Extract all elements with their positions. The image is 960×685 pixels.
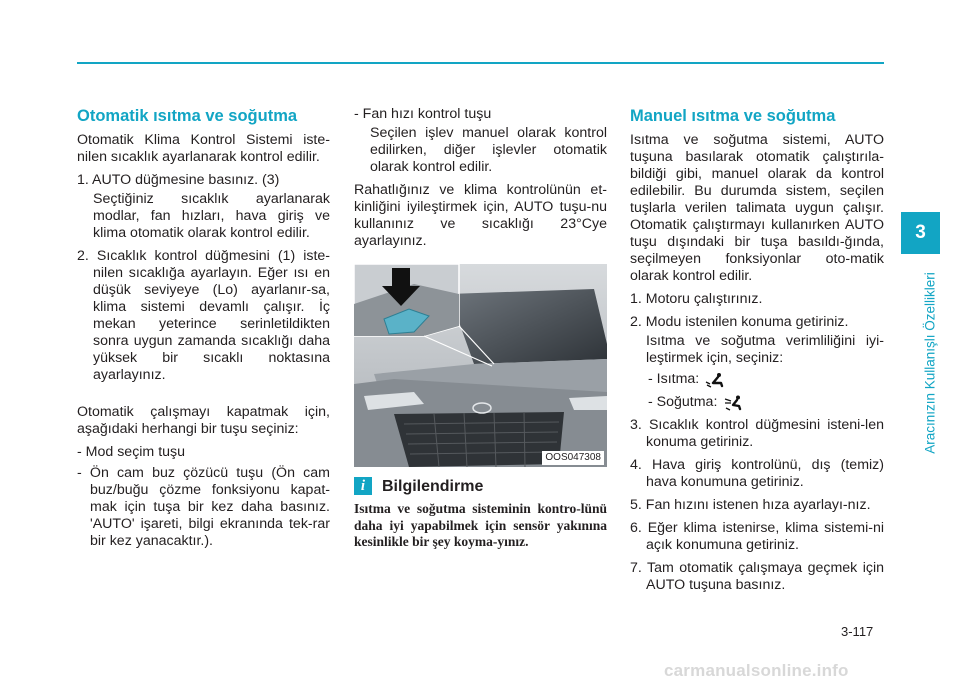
info-header	[354, 477, 607, 495]
auto-off-fan-detail: Seçilen işlev manuel olarak kontrol edilirken, diğer işlevler otomatik olarak kontrol edilir.	[370, 125, 607, 175]
info-text: Isıtma ve soğutma sisteminin kontro-lünü daha iyi yapabilmek için sensör yakınına kesinlikle bir şey koyma-yınız.	[354, 501, 607, 549]
manual-step-1: 1. Motoru çalıştırınız.	[630, 291, 763, 307]
column-auto	[77, 106, 330, 554]
chapter-title: Aracınızın Kullanışlı Özellikleri	[922, 272, 938, 454]
page-number: 3-117	[841, 624, 874, 639]
info-icon: i	[354, 477, 372, 495]
heating-label: - Isıtma:	[648, 371, 700, 387]
image-caption: OOS047308	[542, 451, 604, 465]
column-auto-cont	[354, 106, 607, 551]
footer-watermark: carmanualsonline.info	[664, 661, 849, 680]
section-heading-auto: Otomatik ısıtma ve soğutma	[77, 107, 298, 125]
auto-step-1-detail: Seçtiğiniz sıcaklık ayarlanarak modlar, fan hızları, hava giriş ve klima otomatik olarak kontrol edilir.	[93, 191, 330, 241]
column-manual	[630, 106, 884, 600]
manual-step-6: 6. Eğer klima istenirse, klima sistemi-ni açık konumuna getiriniz.	[630, 520, 884, 553]
header-rule	[77, 62, 884, 64]
auto-step-2: 2. Sıcaklık kontrol düğmesini (1) iste-nilen sıcaklığa ayarlayın. Eğer ısı en düşük seviyeye (Lo) ayarlanır-sa, klima sistemi devamlı çalışır. İç mekan yeterince serinletildikten sonra uygun zamanda sıcaklığı daha yüksek bir sıcaklı noktasına ayarlayınız.	[77, 248, 330, 383]
chapter-tab: 3	[901, 212, 940, 254]
manual-step-5: 5. Fan hızını istenen hıza ayarlayı-nız.	[630, 497, 871, 513]
auto-off-mode: - Mod seçim tuşu	[77, 444, 186, 460]
heating-row	[630, 371, 884, 388]
auto-step-1: 1. AUTO düğmesine basınız. (3)	[77, 172, 280, 188]
auto-off-defrost: - Ön cam buz çözücü tuşu (Ön cam buz/buğu çözme fonksiyonu kapat-mak için tuşa bir kez daha basınız. 'AUTO' işareti, bilgi ekranında tek-rar bir kez yanacaktır.).	[77, 465, 330, 549]
cooling-label: - Soğutma:	[648, 394, 718, 410]
floor-vent-mode-icon	[705, 372, 725, 388]
info-title: Bilgilendirme	[382, 477, 484, 495]
manual-step-3: 3. Sıcaklık kontrol düğmesini isteni-len konuma getiriniz.	[630, 417, 884, 450]
manual-step-4: 4. Hava giriş kontrolünü, dış (temiz) hava konumuna getiriniz.	[630, 457, 884, 490]
section-heading-manual: Manuel ısıtma ve soğutma	[630, 107, 836, 125]
auto-off-fan: - Fan hızı kontrol tuşu	[354, 106, 492, 122]
auto-off-text: Otomatik çalışmayı kapatmak için, aşağıdaki herhangi bir tuşu seçiniz:	[77, 404, 330, 437]
auto-intro: Otomatik Klima Kontrol Sistemi iste-nilen sıcaklık ayarlanarak kontrol edilir.	[77, 132, 330, 165]
manual-step-2-detail: Isıtma ve soğutma verimliliğini iyi-leştirmek için, seçiniz:	[646, 333, 884, 366]
car-illustration	[354, 264, 607, 467]
manual-step-2: 2. Modu istenilen konuma getiriniz.	[630, 314, 849, 330]
sensor-location-image	[354, 264, 607, 467]
face-floor-vent-mode-icon	[723, 395, 743, 411]
chapter-side-label	[920, 263, 940, 463]
manual-intro: Isıtma ve soğutma sistemi, AUTO tuşuna basılarak otomatik çalıştırıla-bildiği gibi, manuel olarak da kontrol edilebilir. Bu durumda sistem, seçilen tuşlarla verilen talimata uygun çalışır. Otomatik çalıştırmayı kullanırken AUTO tuşu dışındaki bir tuşa basıldı-ğında, seçilmeyen fonksiyonlar oto-matik olarak kontrol edilir.	[630, 132, 884, 284]
auto-tip: Rahatlığınız ve klima kontrolünün et-kinliğini iyileştirmek için, AUTO tuşu-nu kullanınız ve sıcaklığı 23°Cye ayarlayınız.	[354, 182, 607, 249]
cooling-row	[630, 394, 884, 411]
manual-step-7: 7. Tam otomatik çalışmaya geçmek için AUTO tuşuna basınız.	[630, 560, 884, 593]
